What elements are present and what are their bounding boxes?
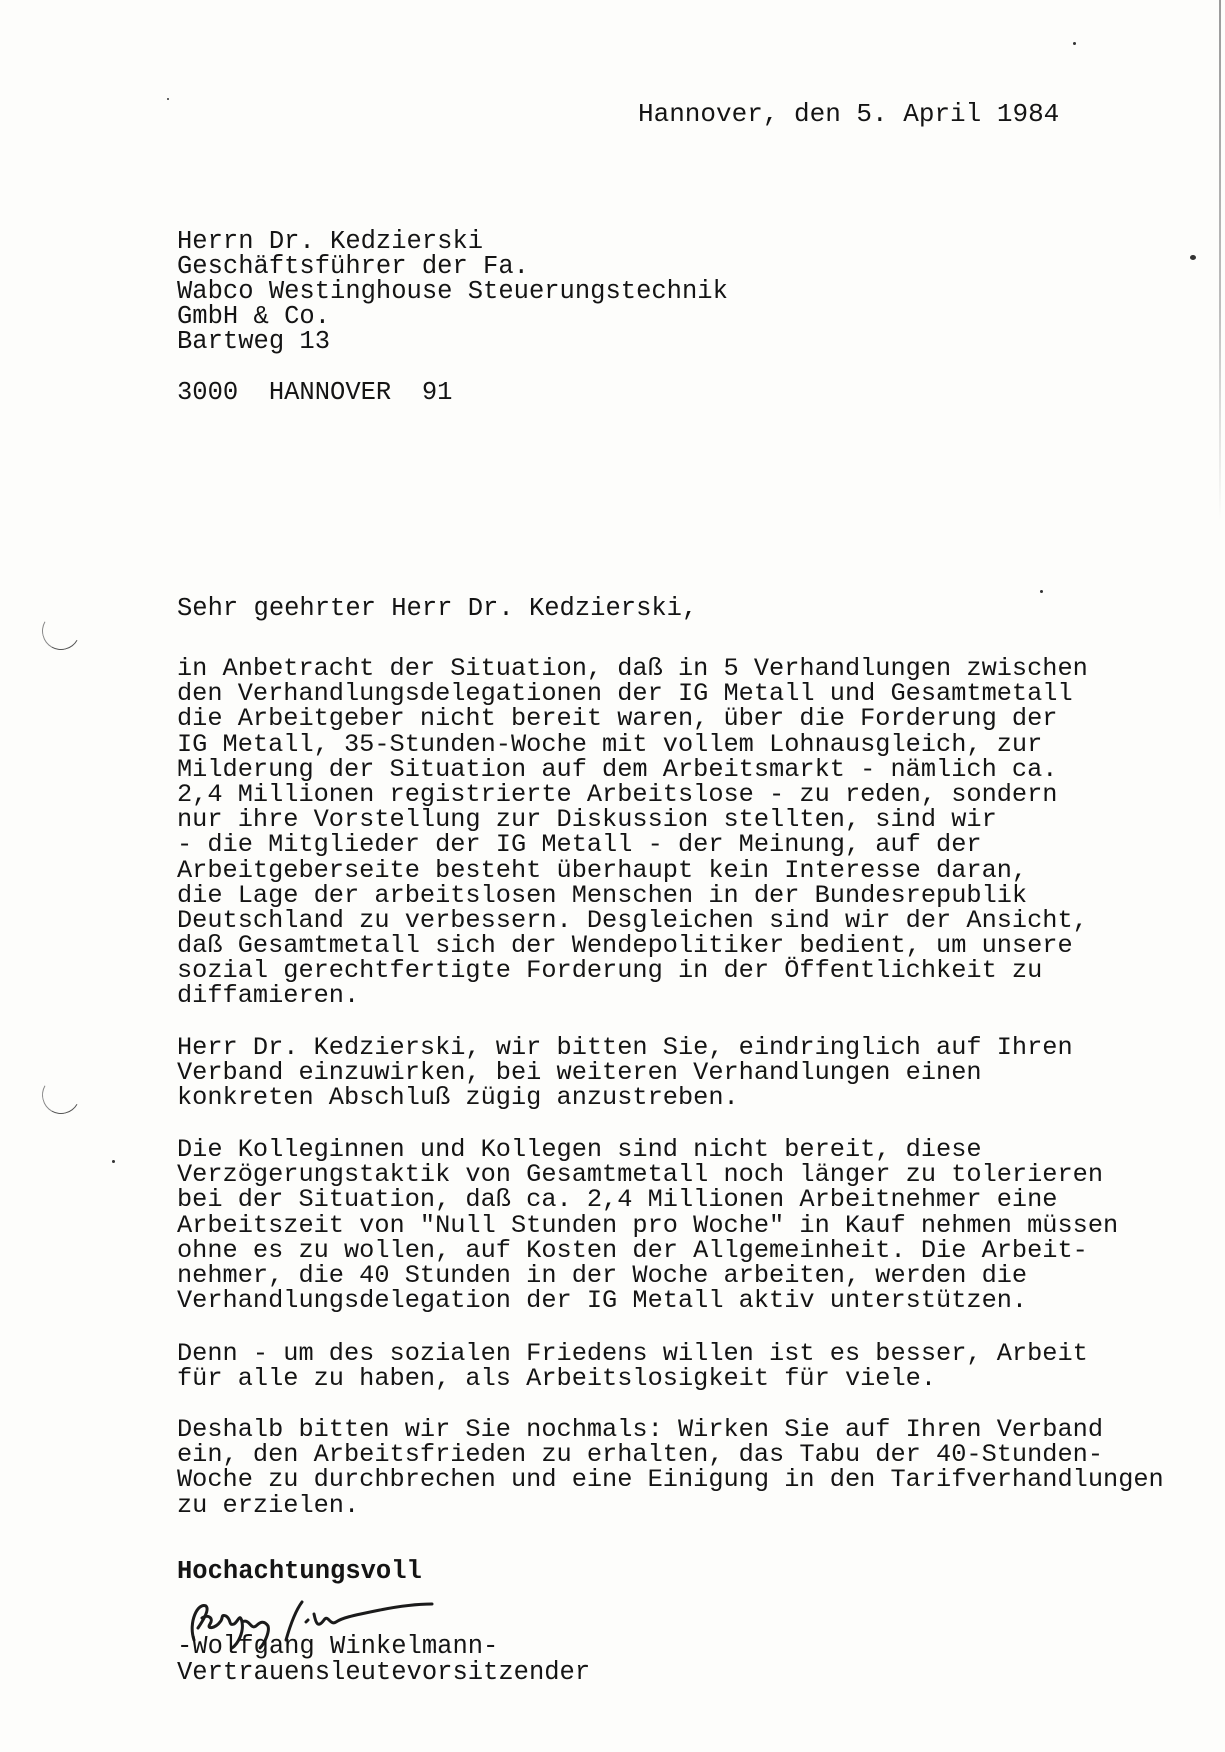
body-line: nehmer, die 40 Stunden in der Woche arbeiten, werden die: [177, 1260, 1028, 1290]
recipient-line: Wabco Westinghouse Steuerungstechnik: [177, 277, 728, 306]
body-line: in Anbetracht der Situation, daß in 5 Verhandlungen zwischen: [177, 654, 1088, 683]
paragraph-5: [177, 1417, 1164, 1518]
body-line: den Verhandlungsdelegationen der IG Metall und Gesamtmetall: [177, 679, 1073, 709]
signatory-name: -Wolfgang Winkelmann-: [177, 1632, 499, 1661]
recipient-line: GmbH & Co.: [177, 302, 331, 331]
speck: [1040, 590, 1043, 593]
body-line: IG Metall, 35-Stunden-Woche mit vollem Lohnausgleich, zur: [177, 729, 1043, 759]
speck: [1190, 255, 1196, 260]
recipient-line: Bartweg 13: [177, 327, 331, 356]
body-line: sozial gerechtfertigte Forderung in der Öffentlichkeit zu: [177, 956, 1043, 986]
body-line: Denn - um des sozialen Friedens willen ist es besser, Arbeit: [177, 1339, 1088, 1368]
speck: [112, 1160, 115, 1163]
paragraph-3: [177, 1135, 1119, 1316]
body-line: ohne es zu wollen, auf Kosten der Allgemeinheit. Die Arbeit-: [177, 1235, 1088, 1265]
body-line: konkreten Abschluß zügig anzustreben.: [177, 1083, 739, 1113]
body-line: daß Gesamtmetall sich der Wendepolitiker bedient, um unsere: [177, 931, 1073, 961]
body-line: Verband einzuwirken, bei weiteren Verhandlungen einen: [177, 1058, 982, 1088]
paragraph-2: [177, 1035, 1073, 1111]
body-line: Die Kolleginnen und Kollegen sind nicht bereit, diese: [177, 1135, 982, 1164]
body-line: bei der Situation, daß ca. 2,4 Millionen Arbeitnehmer eine: [177, 1185, 1058, 1215]
body-line: Milderung der Situation auf dem Arbeitsmarkt - nämlich ca.: [177, 754, 1058, 784]
body-line: die Arbeitgeber nicht bereit waren, über die Forderung der: [177, 704, 1058, 734]
punch-hole-mark-top: [38, 608, 85, 655]
body-line: Arbeitszeit von "Null Stunden pro Woche" in Kauf nehmen müssen: [177, 1210, 1119, 1240]
speck: [1073, 42, 1076, 45]
paragraph-1: [177, 656, 1088, 1009]
body-line: Arbeitgeberseite besteht überhaupt kein Interesse daran,: [177, 855, 1028, 885]
recipient-line: Herrn Dr. Kedzierski: [177, 227, 484, 256]
body-line: ein, den Arbeitsfrieden zu erhalten, das Tabu der 40-Stunden-: [177, 1440, 1104, 1470]
scan-edge-line: [1219, 0, 1221, 520]
body-line: zu erzielen.: [177, 1490, 360, 1520]
salutation: Sehr geehrter Herr Dr. Kedzierski,: [177, 594, 698, 623]
body-line: für alle zu haben, als Arbeitslosigkeit für viele.: [177, 1364, 937, 1394]
body-line: - die Mitglieder der IG Metall - der Meinung, auf der: [177, 830, 982, 860]
body-line: nur ihre Vorstellung zur Diskussion stellten, sind wir: [177, 805, 997, 835]
body-line: diffamieren.: [177, 981, 360, 1011]
body-line: Deutschland zu verbessern. Desgleichen sind wir der Ansicht,: [177, 905, 1088, 935]
body-line: Verzögerungstaktik von Gesamtmetall noch länger zu tolerieren: [177, 1160, 1104, 1190]
body-line: Woche zu durchbrechen und eine Einigung in den Tarifverhandlungen: [177, 1465, 1164, 1495]
recipient-city-line: 3000 HANNOVER 91: [177, 378, 453, 407]
paragraph-4: [177, 1339, 1088, 1394]
signatory-title: Vertrauensleutevorsitzender: [177, 1658, 591, 1687]
letter-date: Hannover, den 5. April 1984: [638, 99, 1060, 129]
body-line: Herr Dr. Kedzierski, wir bitten Sie, eindringlich auf Ihren: [177, 1033, 1073, 1062]
body-line: Verhandlungsdelegation der IG Metall aktiv unterstützen.: [177, 1286, 1028, 1316]
punch-hole-mark-bottom: [38, 1072, 85, 1119]
body-line: 2,4 Millionen registrierte Arbeitslose - zu reden, sondern: [177, 779, 1058, 809]
recipient-line: Geschäftsführer der Fa.: [177, 252, 529, 281]
closing: Hochachtungsvoll: [177, 1557, 422, 1586]
body-line: Deshalb bitten wir Sie nochmals: Wirken Sie auf Ihren Verband: [177, 1415, 1104, 1444]
speck: [167, 98, 169, 100]
body-line: die Lage der arbeitslosen Menschen in der Bundesrepublik: [177, 880, 1028, 910]
